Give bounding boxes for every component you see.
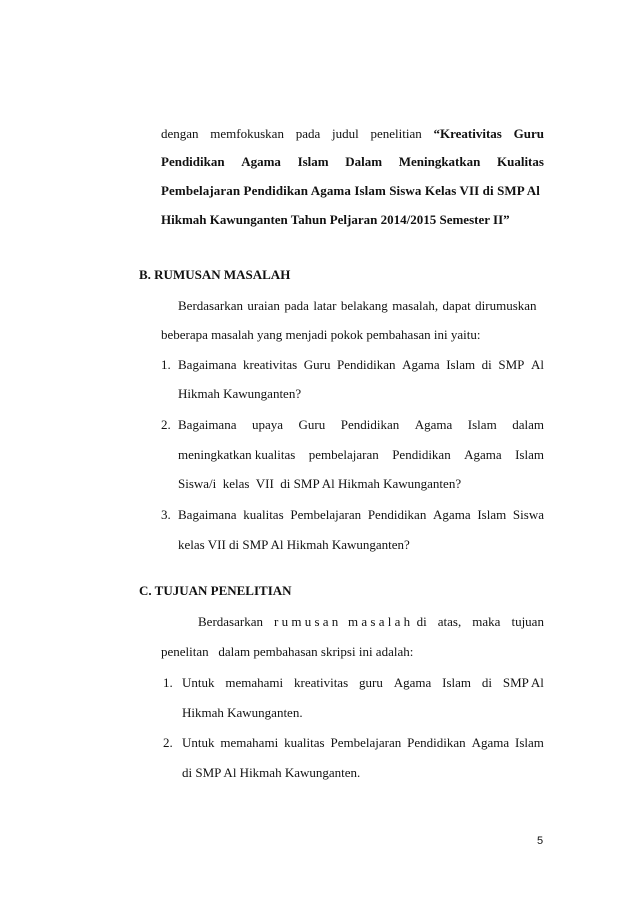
list-item-line: kelas VII di SMP Al Hikmah Kawunganten? xyxy=(178,537,410,552)
list-item-line: Bagaimana upaya Guru Pendidikan Agama Islam dalam xyxy=(178,417,544,432)
section-c-paragraph-line-2: penelitan dalam pembahasan skripsi ini adalah: xyxy=(161,644,414,659)
list-item-line: Bagaimana kualitas Pembelajaran Pendidikan Agama Islam Siswa xyxy=(178,507,544,522)
list-item-number: 3. xyxy=(161,507,171,522)
list-item-number: 2. xyxy=(161,417,171,432)
page-number: 5 xyxy=(537,835,544,847)
section-b-heading: B. RUMUSAN MASALAH xyxy=(139,267,291,282)
list-item-number: 2. xyxy=(163,735,173,750)
list-item-number: 1. xyxy=(161,357,171,372)
intro-line-1: dengan memfokuskan pada judul penelitian “Kreativitas Guru xyxy=(161,126,544,141)
section-b-paragraph-line-2: beberapa masalah yang menjadi pokok pembahasan ini yaitu: xyxy=(161,327,481,342)
list-item-line: meningkatkan kualitas pembelajaran Pendidikan Agama Islam xyxy=(178,447,544,462)
section-c-heading: C. TUJUAN PENELITIAN xyxy=(139,583,292,598)
list-item-line: Siswa/i kelas VII di SMP Al Hikmah Kawunganten? xyxy=(178,476,462,491)
intro-line-4: Hikmah Kawunganten Tahun Peljaran 2014/2015 Semester II” xyxy=(161,212,510,227)
list-item-number: 1. xyxy=(163,675,173,690)
list-item-line: Untuk memahami kualitas Pembelajaran Pendidikan Agama Islam xyxy=(182,735,544,750)
list-item-line: Untuk memahami kreativitas guru Agama Islam di SMP Al xyxy=(182,675,544,690)
intro-line-3: Pembelajaran Pendidikan Agama Islam Siswa Kelas VII di SMP Al xyxy=(161,183,540,198)
list-item-line: Bagaimana kreativitas Guru Pendidikan Agama Islam di SMP Al xyxy=(178,357,544,372)
section-c-paragraph-line-1: Berdasarkan r u m u s a n m a s a l a h di atas, maka tujuan xyxy=(198,614,544,629)
intro-line-2: Pendidikan Agama Islam Dalam Meningkatkan Kualitas xyxy=(161,154,544,169)
list-item-line: Hikmah Kawunganten? xyxy=(178,386,302,401)
section-b-paragraph-line-1: Berdasarkan uraian pada latar belakang masalah, dapat dirumuskan xyxy=(178,298,537,313)
list-item-line: di SMP Al Hikmah Kawunganten. xyxy=(182,765,361,780)
list-item-line: Hikmah Kawunganten. xyxy=(182,705,303,720)
